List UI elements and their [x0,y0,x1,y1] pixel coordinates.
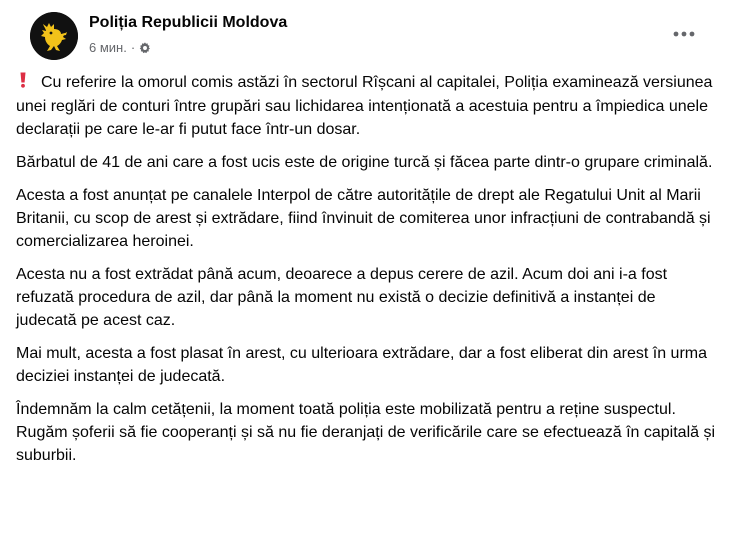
post-paragraph-5: Mai mult, acesta a fost plasat în arest, cu ulterioara extrădare, dar a fost eliberat din arest în urma deciziei instanței de judecată. [16,345,707,385]
post-paragraph-6: Îndemnăm la calm cetățenii, la moment toată poliția este mobilizată pentru a reține suspectul. Rugăm șoferii să fie cooperanți și să nu fie deranjați de verificările care se efectuează în capitală și suburbii. [16,401,716,464]
more-options-icon [673,31,695,37]
more-options-button[interactable] [666,19,702,49]
meta-separator: · [130,40,136,55]
page-avatar[interactable] [30,12,78,60]
post-paragraph-2: Bărbatul de 41 de ani care a fost ucis este de origine turcă și făcea parte dintr-o grupare criminală. [16,154,713,171]
post-paragraph-3: Acesta a fost anunțat pe canalele Interpol de către autoritățile de drept ale Regatului Unit al Marii Britanii, cu scop de arest și extrădare, fiind învinuit de comiterea unor infracțiuni de contrabandă și comercializarea heroinei. [16,187,711,250]
page-name-link[interactable]: Poliția Republicii Moldova [89,14,288,31]
post-header [16,0,714,68]
post-meta [89,40,151,55]
post-paragraph-1 [16,71,716,141]
gear-icon[interactable] [139,42,151,54]
post-paragraph-1-text: Cu referire la omorul comis astăzi în sectorul Rîșcani al capitalei, Poliția examinează versiunea unei reglări de conturi între grupări sau lichidarea intenționată a acestuia pentru a împiedica unele declarații pe care le-ar fi putut face într-un dosar. [16,74,713,138]
post-timestamp[interactable]: 6 мин. [89,40,127,55]
post-paragraph-4: Acesta nu a fost extrădat până acum, deoarece a depus cerere de azil. Acum doi ani i-a fost refuzată procedura de azil, dar până la moment nu există o decizie definitivă a instanței de judecată pe acest caz. [16,266,668,329]
police-lion-logo-icon [30,12,78,60]
post-text [16,71,716,477]
exclamation-icon [19,72,31,95]
